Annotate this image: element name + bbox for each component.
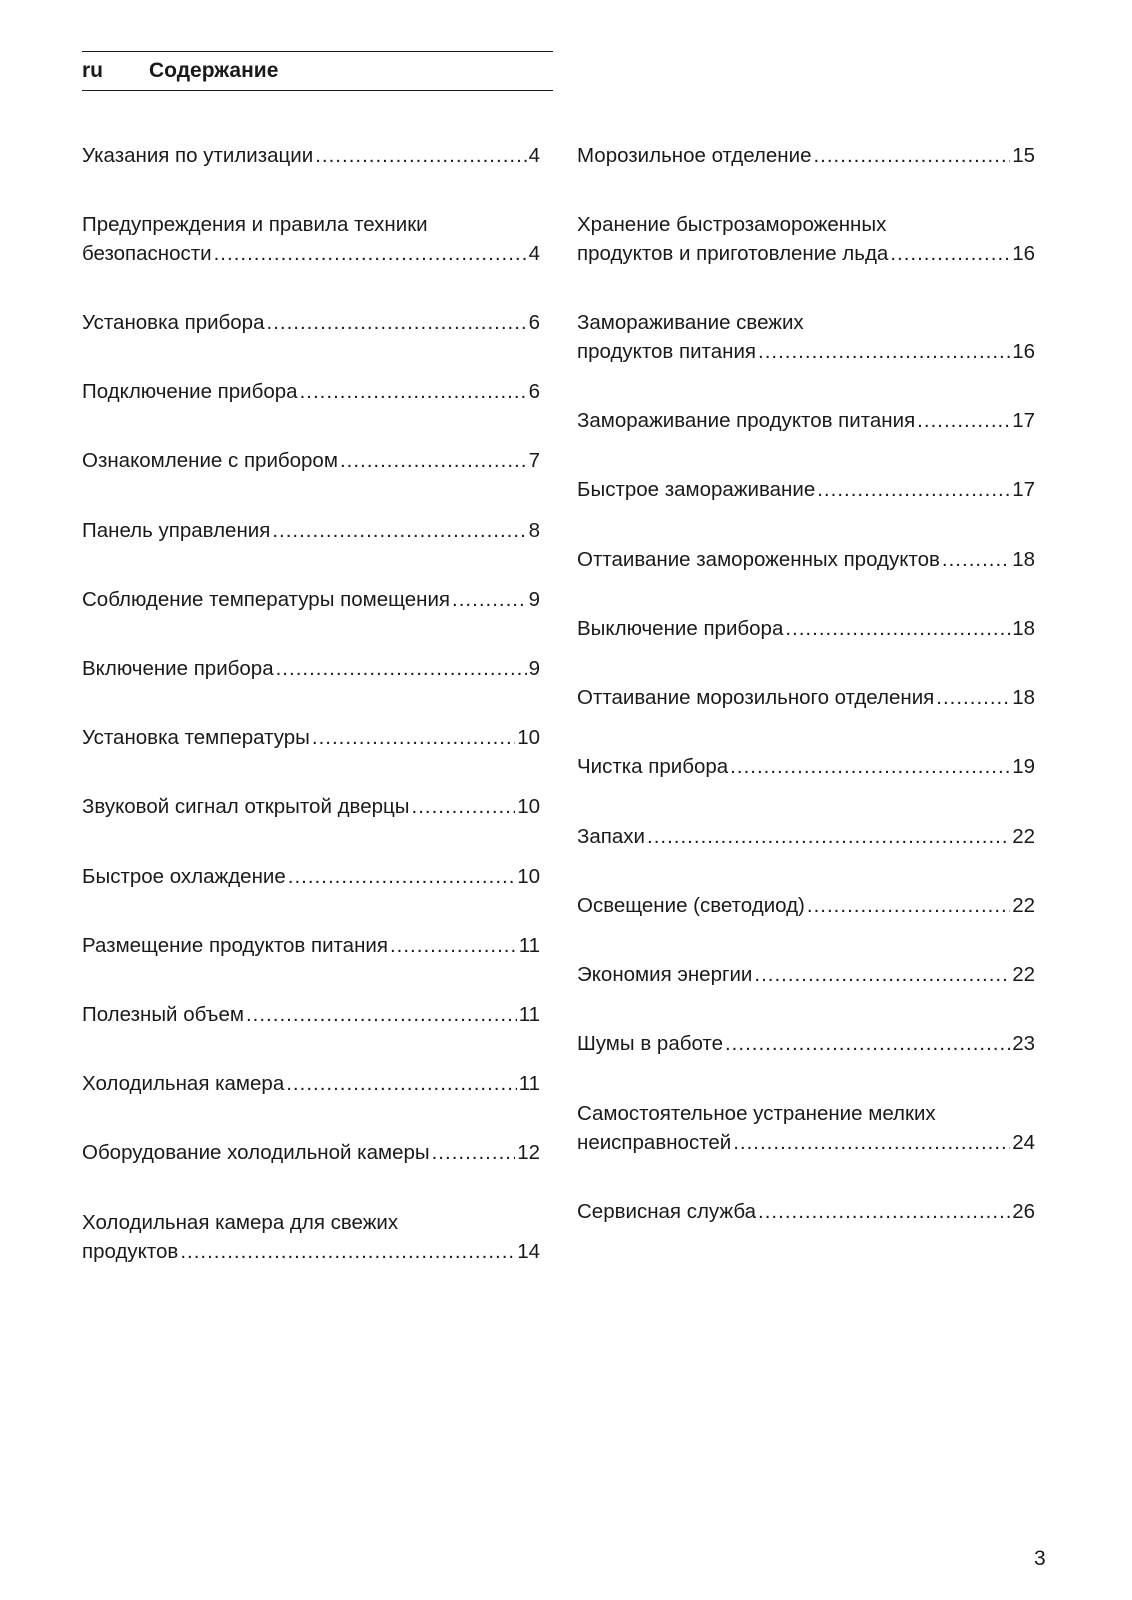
toc-entry-page: 16 — [1012, 242, 1035, 265]
toc-entry[interactable] — [82, 723, 540, 752]
toc-entry-page: 23 — [1012, 1032, 1035, 1055]
toc-entry-page: 15 — [1012, 144, 1035, 167]
toc-entry-line — [82, 1069, 540, 1098]
toc-entry-line — [82, 792, 540, 821]
toc-entry[interactable] — [82, 377, 540, 406]
toc-entry-page: 19 — [1012, 755, 1035, 778]
toc-entry-title: неисправностей — [577, 1131, 732, 1154]
toc-entry-line — [82, 1237, 540, 1266]
toc-entry-page: 18 — [1012, 617, 1035, 640]
toc-entry-line — [82, 377, 540, 406]
toc-entry-page: 4 — [528, 144, 540, 167]
toc-entry-title: Замораживание продуктов питания — [577, 409, 916, 432]
toc-entry-line — [577, 683, 1035, 712]
toc-entry-title: Быстрое замораживание — [577, 478, 816, 501]
toc-entry[interactable] — [82, 210, 540, 268]
toc-entry[interactable] — [577, 308, 1035, 366]
toc-entry-title: продуктов — [82, 1240, 179, 1263]
toc-entry-title: продуктов питания — [577, 340, 756, 363]
dot-leader — [647, 822, 1010, 851]
toc-entry-title: Холодильная камера — [82, 1072, 285, 1095]
toc-entry-title: Освещение (светодиод) — [577, 894, 805, 917]
toc-entry[interactable] — [82, 1208, 540, 1266]
toc-entry-title-line: Холодильная камера для свежих — [82, 1211, 399, 1234]
toc-entry-page: 10 — [517, 795, 540, 818]
dot-leader — [813, 141, 1010, 170]
toc-entry-line — [577, 141, 1035, 170]
dot-leader — [272, 516, 526, 545]
dot-leader — [758, 1197, 1010, 1226]
toc-entry-page: 6 — [528, 380, 540, 403]
toc-entry[interactable] — [82, 1000, 540, 1029]
toc-entry-line — [82, 585, 540, 614]
toc-entry-title: Запахи — [577, 825, 645, 848]
toc-entry[interactable] — [82, 308, 540, 337]
toc-entry-page: 22 — [1012, 825, 1035, 848]
toc-entry-title: Оттаивание морозильного отделения — [577, 686, 935, 709]
toc-entry-title: Включение прибора — [82, 657, 274, 680]
toc-entry-line — [577, 545, 1035, 574]
toc-entry[interactable] — [82, 654, 540, 683]
toc-entry-title: Морозильное отделение — [577, 144, 812, 167]
toc-entry-page: 9 — [528, 657, 540, 680]
dot-leader — [315, 141, 526, 170]
toc-entry-line — [82, 654, 540, 683]
toc-entry-title: Сервисная служба — [577, 1200, 757, 1223]
toc-entry-title: Подключение прибора — [82, 380, 298, 403]
toc-entry[interactable] — [82, 1069, 540, 1098]
dot-leader — [214, 239, 527, 268]
toc-entry[interactable] — [577, 545, 1035, 574]
toc-entry-title-line: Хранение быстрозамороженных — [577, 213, 887, 236]
toc-entry-page: 8 — [528, 519, 540, 542]
toc-entry[interactable] — [82, 141, 540, 170]
dot-leader — [300, 377, 527, 406]
toc-entry[interactable] — [577, 141, 1035, 170]
toc-entry[interactable] — [82, 446, 540, 475]
toc-entry-line — [82, 516, 540, 545]
toc-entry-line — [82, 141, 540, 170]
dot-leader — [267, 308, 527, 337]
toc-entry-line — [577, 822, 1035, 851]
dot-leader — [917, 406, 1010, 435]
toc-entry-title: Указания по утилизации — [82, 144, 314, 167]
toc-entry-page: 10 — [517, 726, 540, 749]
toc-entry-title: Панель управления — [82, 519, 271, 542]
toc-entry-line — [577, 614, 1035, 643]
toc-entry-page: 11 — [518, 934, 540, 957]
toc-entry[interactable] — [82, 516, 540, 545]
toc-entry-line — [577, 891, 1035, 920]
toc-entry-title: Размещение продуктов питания — [82, 934, 388, 957]
toc-entry[interactable] — [577, 1197, 1035, 1226]
dot-leader — [754, 960, 1010, 989]
toc-entry-page: 11 — [518, 1072, 540, 1095]
dot-leader — [807, 891, 1010, 920]
language-code: ru — [82, 59, 103, 82]
dot-leader — [890, 239, 1010, 268]
dot-leader — [312, 723, 515, 752]
toc-entry-page: 6 — [528, 311, 540, 334]
toc-entry[interactable] — [577, 683, 1035, 712]
dot-leader — [452, 585, 527, 614]
dot-leader — [246, 1000, 517, 1029]
dot-leader — [288, 862, 515, 891]
dot-leader — [340, 446, 527, 475]
dot-leader — [432, 1138, 516, 1167]
dot-leader — [942, 545, 1010, 574]
toc-entry-title: Ознакомление с прибором — [82, 449, 338, 472]
toc-entry[interactable] — [577, 406, 1035, 435]
toc-entry-title: Оттаивание замороженных продуктов — [577, 548, 940, 571]
toc-entry-title: продуктов и приготовление льда — [577, 242, 889, 265]
toc-entry-line — [82, 931, 540, 960]
toc-entry-title: Экономия энергии — [577, 963, 753, 986]
toc-entry-title: Шумы в работе — [577, 1032, 723, 1055]
toc-entry-page: 16 — [1012, 340, 1035, 363]
page-number: 3 — [1034, 1547, 1046, 1570]
dot-leader — [725, 1029, 1010, 1058]
toc-entry[interactable] — [577, 614, 1035, 643]
toc-entry-line — [577, 239, 1035, 268]
toc-entry-title: Полезный объем — [82, 1003, 244, 1026]
toc-entry-title: Установка температуры — [82, 726, 310, 749]
toc-entry-page: 4 — [528, 242, 540, 265]
toc-entry-line — [82, 239, 540, 268]
toc-entry-line — [577, 1197, 1035, 1226]
toc-entry-title: Оборудование холодильной камеры — [82, 1141, 430, 1164]
dot-leader — [286, 1069, 516, 1098]
toc-entry[interactable] — [82, 792, 540, 821]
toc-entry-page: 18 — [1012, 686, 1035, 709]
toc-entry-title: Звуковой сигнал открытой дверцы — [82, 795, 410, 818]
toc-entry-line — [82, 308, 540, 337]
page-title: Содержание — [149, 59, 279, 82]
toc-entry-page: 26 — [1012, 1200, 1035, 1223]
toc-entry-page: 18 — [1012, 548, 1035, 571]
toc-entry-title: Соблюдение температуры помещения — [82, 588, 451, 611]
toc-entry-page: 9 — [528, 588, 540, 611]
toc-entry-page: 22 — [1012, 963, 1035, 986]
toc-entry[interactable] — [82, 931, 540, 960]
dot-leader — [758, 337, 1010, 366]
toc-entry-page: 17 — [1012, 409, 1035, 432]
toc-entry[interactable] — [577, 475, 1035, 504]
dot-leader — [785, 614, 1010, 643]
toc-entry-title: Быстрое охлаждение — [82, 865, 286, 888]
toc-entry-page: 10 — [517, 865, 540, 888]
toc-entry-page: 12 — [517, 1141, 540, 1164]
dot-leader — [276, 654, 527, 683]
dot-leader — [733, 1128, 1010, 1157]
toc-entry[interactable] — [577, 1099, 1035, 1157]
toc-entry-title: Установка прибора — [82, 311, 265, 334]
toc-entry-line — [82, 1000, 540, 1029]
toc-entry-title-line: Самостоятельное устранение мелких — [577, 1102, 936, 1125]
dot-leader — [412, 792, 516, 821]
toc-entry[interactable] — [577, 210, 1035, 268]
toc-entry-line — [577, 406, 1035, 435]
dot-leader — [730, 752, 1010, 781]
toc-entry[interactable] — [82, 1138, 540, 1167]
toc-entry[interactable] — [577, 752, 1035, 781]
toc-entry[interactable] — [577, 891, 1035, 920]
toc-entry[interactable] — [82, 862, 540, 891]
toc-entry[interactable] — [577, 960, 1035, 989]
toc-entry-title-line: Замораживание свежих — [577, 311, 804, 334]
toc-entry-line — [577, 1029, 1035, 1058]
dot-leader — [817, 475, 1010, 504]
toc-entry-line — [577, 337, 1035, 366]
toc-entry-page: 17 — [1012, 478, 1035, 501]
toc-entry-line — [577, 960, 1035, 989]
toc-entry-page: 7 — [528, 449, 540, 472]
toc-entry-line — [82, 446, 540, 475]
dot-leader — [936, 683, 1010, 712]
toc-entry[interactable] — [82, 585, 540, 614]
toc-entry-line — [82, 723, 540, 752]
toc-entry-page: 24 — [1012, 1131, 1035, 1154]
toc-entry-title: безопасности — [82, 242, 212, 265]
toc-entry-title: Выключение прибора — [577, 617, 784, 640]
toc-entry[interactable] — [577, 822, 1035, 851]
toc-entry-title-line: Предупреждения и правила техники — [82, 213, 428, 236]
toc-entry-line — [577, 475, 1035, 504]
toc-entry-line — [577, 1128, 1035, 1157]
toc-entry-page: 22 — [1012, 894, 1035, 917]
toc-entry-page: 11 — [518, 1003, 540, 1026]
toc-entry-line — [82, 1138, 540, 1167]
toc-entry[interactable] — [577, 1029, 1035, 1058]
toc-entry-line — [82, 862, 540, 891]
toc-entry-page: 14 — [517, 1240, 540, 1263]
toc-entry-title: Чистка прибора — [577, 755, 729, 778]
dot-leader — [180, 1237, 515, 1266]
dot-leader — [390, 931, 517, 960]
toc-entry-line — [577, 752, 1035, 781]
toc-header — [82, 51, 553, 91]
